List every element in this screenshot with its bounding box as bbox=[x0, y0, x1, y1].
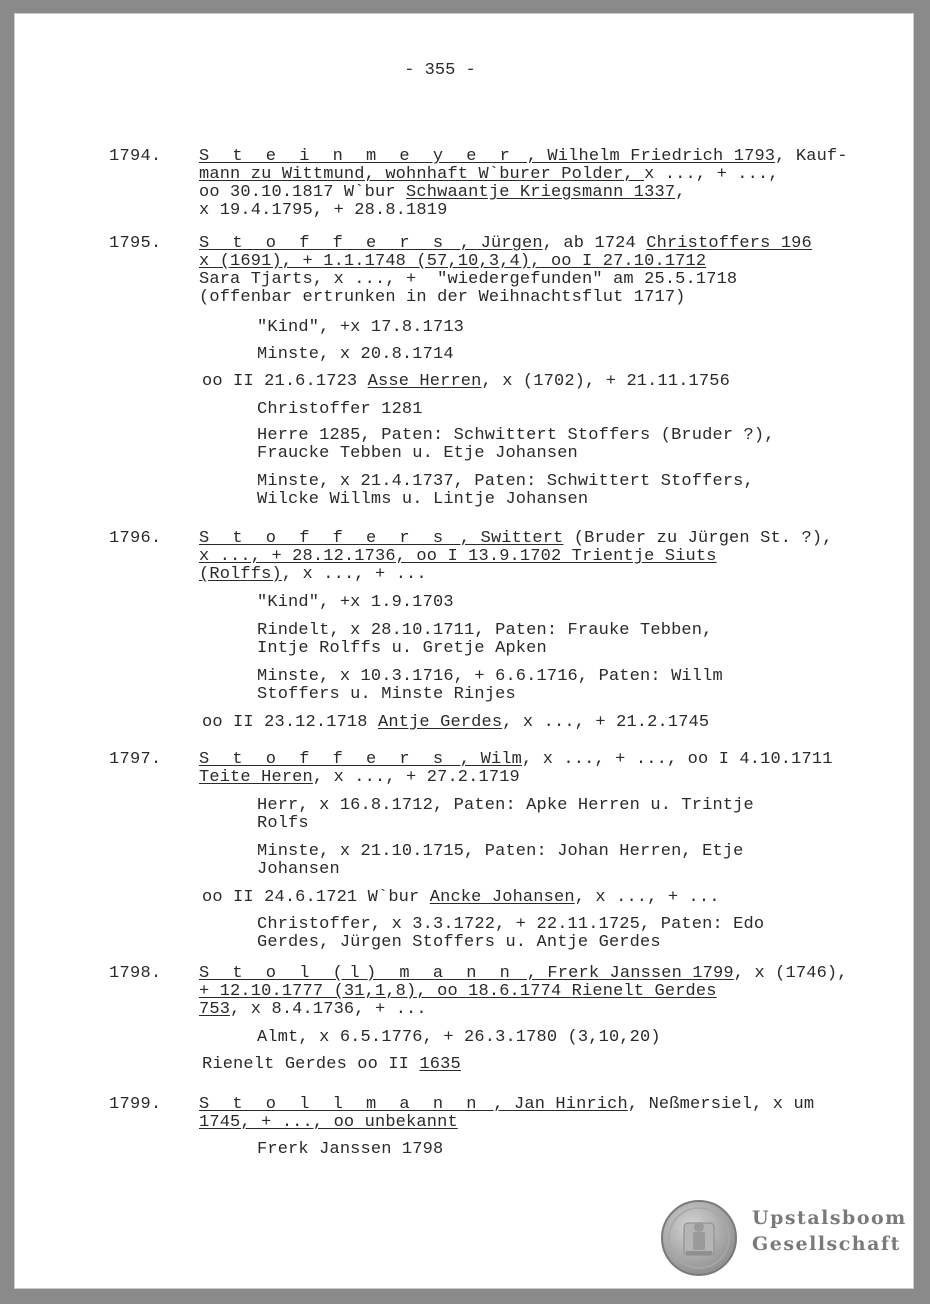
underlined-text: Antje Gerdes bbox=[377, 713, 503, 732]
underlined-text: x ..., + 28.12.1736, oo I 13.9.1702 bbox=[199, 547, 572, 566]
text-line bbox=[199, 147, 848, 167]
text-line bbox=[202, 372, 730, 392]
underlined-text: Schwaantje Kriegsmann 1337 bbox=[406, 183, 676, 202]
underlined-text: Wilhelm Friedrich 1793 bbox=[547, 147, 776, 166]
text-span: , x (1746), bbox=[733, 964, 848, 983]
text-line bbox=[257, 685, 516, 705]
underlined-text: Asse Herren bbox=[367, 372, 482, 391]
seal-icon bbox=[660, 1199, 738, 1277]
text-span: Frerk Janssen 1798 bbox=[257, 1140, 444, 1159]
logo-line-2: Gesellschaft bbox=[752, 1233, 901, 1255]
underlined-text: x (1691), + 1.1.1748 (57,10,3,4), oo I 27.10.1712 bbox=[199, 252, 707, 271]
text-span: (Bruder zu Jürgen St. ?), bbox=[563, 529, 833, 548]
text-span: Gerdes, Jürgen Stoffers u. Antje Gerdes bbox=[257, 933, 661, 952]
text-line bbox=[257, 621, 712, 641]
text-span: x 19.4.1795, + 28.8.1819 bbox=[199, 201, 448, 220]
text-line bbox=[199, 288, 686, 308]
text-span: Christoffer 1281 bbox=[257, 400, 423, 419]
text-line bbox=[257, 667, 723, 687]
surname: S t o l l m a n n bbox=[199, 1095, 483, 1114]
text-span: oo II 21.6.1723 bbox=[202, 372, 368, 391]
underlined-text: Swittert bbox=[480, 529, 564, 548]
underlined-text: Jürgen bbox=[480, 234, 543, 253]
entry-number: 1795. bbox=[109, 234, 162, 253]
underlined-text: Christoffers 196 bbox=[646, 234, 812, 253]
text-line bbox=[199, 165, 779, 185]
text-line bbox=[199, 565, 427, 585]
underlined-text: Rienelt Gerdes bbox=[571, 982, 717, 1001]
underlined-text: (Rolffs) bbox=[199, 565, 282, 584]
text-span: Johansen bbox=[257, 860, 340, 879]
text-line bbox=[257, 1028, 661, 1048]
text-span: Stoffers u. Minste Rinjes bbox=[257, 685, 516, 704]
text-span: , x ..., + ..., oo I 4.10.1711 bbox=[522, 750, 833, 769]
document-page bbox=[14, 13, 914, 1289]
text-span: oo II 23.12.1718 bbox=[202, 713, 378, 732]
text-span: Almt, x 6.5.1776, + 26.3.1780 (3,10,20) bbox=[257, 1028, 661, 1047]
text-span: , Kauf- bbox=[775, 147, 848, 166]
underlined-text: Teite Heren bbox=[199, 768, 313, 787]
underlined-text: Jan Hinrich bbox=[514, 1095, 628, 1114]
text-span: , x (1702), + 21.11.1756 bbox=[481, 372, 730, 391]
text-line bbox=[199, 964, 848, 984]
text-line bbox=[199, 529, 833, 549]
underlined-text: 1745, + ..., oo unbekannt bbox=[199, 1113, 458, 1132]
text-span: , x 8.4.1736, + ... bbox=[230, 1000, 427, 1019]
text-line bbox=[199, 750, 833, 770]
text-line bbox=[199, 768, 520, 788]
text-span: , bbox=[675, 183, 686, 202]
entry-number: 1797. bbox=[109, 750, 162, 769]
underlined-text: Wilm bbox=[480, 750, 523, 769]
page-number: - 355 - bbox=[404, 61, 476, 80]
underlined-text: , bbox=[482, 1095, 514, 1114]
text-span: Rindelt, x 28.10.1711, Paten: Frauke Tebben, bbox=[257, 621, 713, 640]
text-line bbox=[257, 814, 309, 834]
underlined-text: Trientje Siuts bbox=[571, 547, 717, 566]
underlined-text: , bbox=[449, 234, 481, 253]
underlined-text: 1635 bbox=[419, 1055, 461, 1074]
text-line bbox=[199, 201, 447, 221]
surname: S t o f f e r s bbox=[199, 529, 450, 548]
text-span: , Neßmersiel, x um bbox=[627, 1095, 815, 1114]
text-span: Minste, x 20.8.1714 bbox=[257, 345, 454, 364]
underlined-text: , bbox=[449, 750, 481, 769]
entry-number: 1796. bbox=[109, 529, 162, 548]
entry-number: 1799. bbox=[109, 1095, 162, 1114]
logo-line-1: Upstalsboom bbox=[752, 1207, 907, 1229]
text-line bbox=[202, 713, 709, 733]
text-line bbox=[199, 252, 706, 272]
text-line bbox=[257, 318, 464, 338]
text-span: , x ..., + ... bbox=[574, 888, 720, 907]
text-span: Sara Tjarts, x ..., + "wiedergefunden" am 25.5.1718 bbox=[199, 270, 738, 289]
text-span: , x ..., + ... bbox=[281, 565, 427, 584]
text-line bbox=[257, 933, 661, 953]
text-line bbox=[257, 842, 744, 862]
text-span: , x ..., + 21.2.1745 bbox=[502, 713, 710, 732]
underlined-text: , bbox=[516, 147, 548, 166]
text-span: Herre 1285, Paten: Schwittert Stoffers (Bruder ?), bbox=[257, 426, 775, 445]
text-span: , x ..., + 27.2.1719 bbox=[312, 768, 520, 787]
text-line bbox=[199, 1000, 427, 1020]
surname: S t o f f e r s bbox=[199, 234, 450, 253]
underlined-text: , bbox=[516, 964, 548, 983]
text-span: x ..., + ..., bbox=[644, 165, 779, 184]
text-span: Wilcke Willms u. Lintje Johansen bbox=[257, 490, 589, 509]
text-line bbox=[257, 426, 775, 446]
surname: S t o f f e r s bbox=[199, 750, 450, 769]
text-line bbox=[199, 234, 812, 254]
text-line bbox=[199, 982, 717, 1002]
underlined-text: Frerk Janssen 1799 bbox=[547, 964, 734, 983]
text-line bbox=[257, 593, 454, 613]
surname: S t e i n m e y e r bbox=[199, 147, 517, 166]
text-line bbox=[199, 270, 737, 290]
text-line bbox=[257, 472, 754, 492]
text-line bbox=[257, 639, 547, 659]
text-line bbox=[257, 915, 764, 935]
entry-number: 1794. bbox=[109, 147, 162, 166]
text-span: "Kind", +x 1.9.1703 bbox=[257, 593, 454, 612]
text-span: , ab 1724 bbox=[542, 234, 647, 253]
text-line bbox=[257, 400, 423, 420]
text-span: Christoffer, x 3.3.1722, + 22.11.1725, Paten: Edo bbox=[257, 915, 765, 934]
underlined-text: Ancke Johansen bbox=[429, 888, 575, 907]
text-span: Fraucke Tebben u. Etje Johansen bbox=[257, 444, 578, 463]
text-span: Herr, x 16.8.1712, Paten: Apke Herren u. Trintje bbox=[257, 796, 754, 815]
text-span: Intje Rolffs u. Gretje Apken bbox=[257, 639, 547, 658]
underlined-text: + 12.10.1777 (31,1,8), oo 18.6.1774 bbox=[199, 982, 572, 1001]
text-span: Minste, x 10.3.1716, + 6.6.1716, Paten: Willm bbox=[257, 667, 723, 686]
upstalsboom-logo bbox=[660, 1199, 914, 1279]
text-line bbox=[257, 490, 588, 510]
text-line bbox=[257, 444, 578, 464]
underlined-text: mann zu Wittmund, wohnhaft W`burer Polder, bbox=[199, 165, 645, 184]
text-span: oo 30.10.1817 W`bur bbox=[199, 183, 407, 202]
text-line bbox=[257, 796, 754, 816]
text-span: Rolfs bbox=[257, 814, 309, 833]
text-line bbox=[257, 345, 454, 365]
text-span: "Kind", +x 17.8.1713 bbox=[257, 318, 465, 337]
underlined-text: 753 bbox=[199, 1000, 231, 1019]
entry-number: 1798. bbox=[109, 964, 162, 983]
text-line bbox=[202, 888, 720, 908]
text-line bbox=[202, 1055, 461, 1075]
text-line bbox=[257, 1140, 443, 1160]
text-line bbox=[199, 547, 717, 567]
text-line bbox=[257, 860, 340, 880]
text-span: Rienelt Gerdes oo II bbox=[202, 1055, 420, 1074]
text-line bbox=[199, 1113, 458, 1133]
text-span: (offenbar ertrunken in der Weihnachtsflut 1717) bbox=[199, 288, 686, 307]
text-line bbox=[199, 1095, 814, 1115]
text-span: Minste, x 21.4.1737, Paten: Schwittert Stoffers, bbox=[257, 472, 754, 491]
underlined-text: , bbox=[449, 529, 481, 548]
surname: S t o l (l) m a n n bbox=[199, 964, 517, 983]
text-line bbox=[199, 183, 686, 203]
text-span: Minste, x 21.10.1715, Paten: Johan Herren, Etje bbox=[257, 842, 744, 861]
text-span: oo II 24.6.1721 W`bur bbox=[202, 888, 430, 907]
